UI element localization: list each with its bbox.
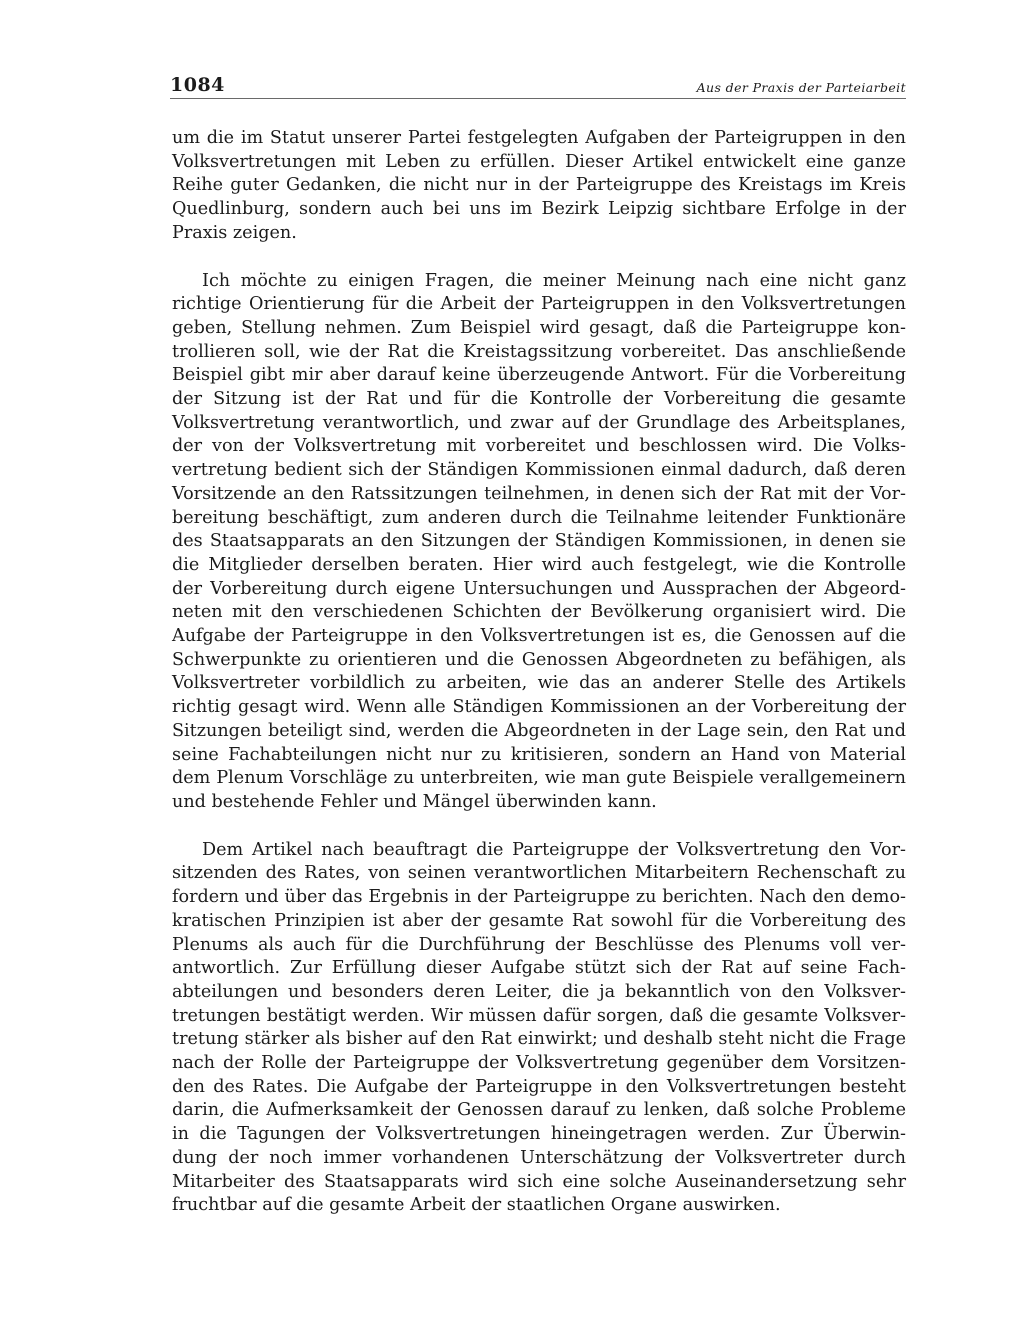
page-number: 1084: [170, 74, 225, 96]
paragraph-2: Ich möchte zu einigen Fragen, die meiner Meinung nach eine nicht ganz richtige Orientierung für die Arbeit der Parteigruppen in den Volksvertretungen geben, Stellung nehmen. Zum Beispiel wird gesagt, daß die Parteigruppe kontrollieren soll, wie der Rat die Kreistagssitzung vorbereitet. Das anschließende Beispiel gibt mir aber darauf keine überzeugende Antwort. Für die Vorbereitung der Sitzung ist der Rat und für die Kontrolle der Vorbereitung die gesamte Volksvertretung verantwortlich, und zwar auf der Grundlage des Arbeitsplanes, der von der Volksvertretung mit vorbereitet und beschlossen wird. Die Volksvertretung bedient sich der Ständigen Kommissionen einmal dadurch, daß deren Vorsitzende an den Ratssitzungen teilnehmen, in denen sich der Rat mit der Vorbereitung beschäftigt, zum anderen durch die Teilnahme leitender Funktionäre des Staatsapparats an den Sitzungen der Ständigen Kommissionen, in denen sie die Mitglieder derselben beraten. Hier wird auch festgelegt, wie die Kontrolle der Vorbereitung durch eigene Untersuchungen und Aussprachen der Abgeordneten mit den verschiedenen Schichten der Bevölkerung organisiert wird. Die Aufgabe der Parteigruppe in den Volksvertretungen ist es, die Genossen auf die Schwerpunkte zu orientieren und die Genossen Abgeordneten zu befähigen, als Volksvertreter vorbildlich zu arbeiten, wie das an anderer Stelle des Artikels richtig gesagt wird. Wenn alle Ständigen Kommissionen an der Vorbereitung der Sitzungen beteiligt sind, werden die Abgeordneten in der Lage sein, den Rat und seine Fachabteilungen nicht nur zu kritisieren, sondern an Hand von Material dem Plenum Vorschläge zu unterbreiten, wie man gute Beispiele verallgemeinern und bestehende Fehler und Mängel überwinden kann.: [172, 270, 906, 812]
paragraph-continuation: um die im Statut unserer Partei festgelegten Aufgaben der Parteigruppen in den Volksvertretungen mit Leben zu erfüllen. Dieser Artikel entwickelt eine ganze Reihe guter Gedanken, die nicht nur in der Parteigruppe des Kreistags im Kreis Quedlinburg, sondern auch bei uns im Bezirk Leipzig sichtbare Erfolge in der Praxis zeigen.: [172, 128, 906, 243]
header-rule: [170, 98, 906, 99]
page-header: [170, 74, 906, 100]
paragraph-3: Dem Artikel nach beauftragt die Parteigruppe der Volksvertretung den Vorsitzenden des Rates, von seinen verantwortlichen Mitarbeitern Rechenschaft zu fordern und über das Ergebnis in der Parteigruppe zu berichten. Nach den demokratischen Prinzipien ist aber der gesamte Rat sowohl für die Vorbereitung des Plenums als auch für die Durchführung der Beschlüsse des Plenums voll verantwortlich. Zur Erfüllung dieser Aufgabe stützt sich der Rat auf seine Fachabteilungen und besonders deren Leiter, die ja bekanntlich von den Volksvertretungen bestätigt werden. Wir müssen dafür sorgen, daß die gesamte Volksvertretung stärker als bisher auf den Rat einwirkt; und deshalb steht nicht die Frage nach der Rolle der Parteigruppe der Volksvertretung gegenüber dem Vorsitzenden des Rates. Die Aufgabe der Parteigruppe in den Volksvertretungen besteht darin, die Aufmerksamkeit der Genossen darauf zu lenken, daß solche Probleme in die Tagungen der Volksvertretungen hineingetragen werden. Zur Überwindung der noch immer vorhandenen Unterschätzung der Volksvertreter durch Mitarbeiter des Staatsapparats wird sich eine solche Auseinandersetzung sehr fruchtbar auf die gesamte Arbeit der staatlichen Organe auswirken.: [172, 839, 906, 1216]
running-title: Aus der Praxis der Parteiarbeit: [696, 80, 906, 95]
body-text: [172, 127, 906, 1218]
